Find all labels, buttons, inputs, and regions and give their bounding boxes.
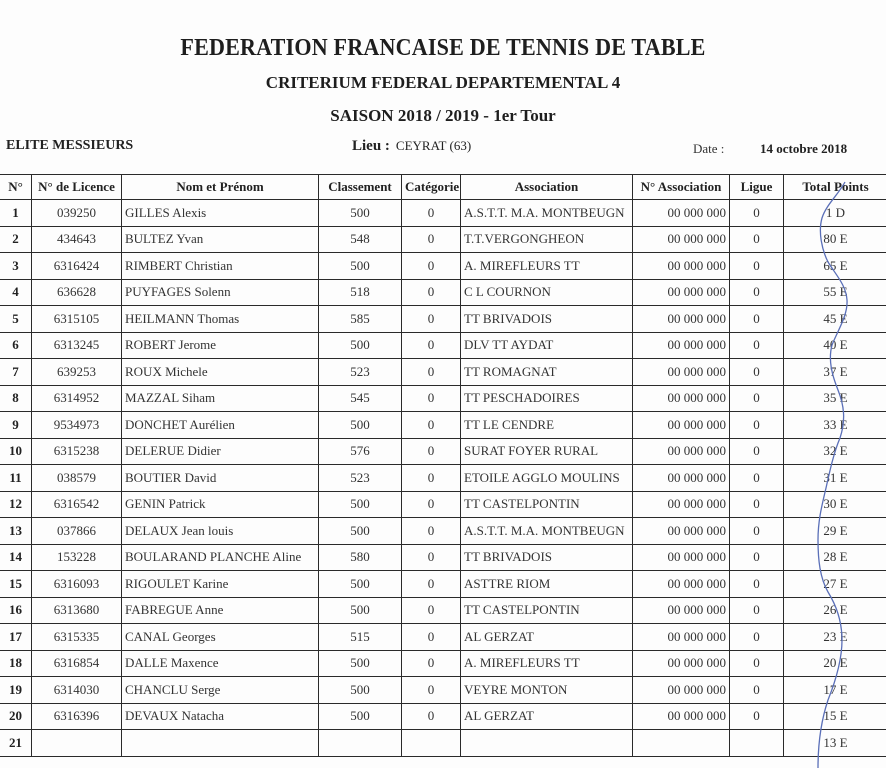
table-header-row (0, 175, 886, 200)
cell-ligue: 0 (730, 465, 784, 492)
cell-name: CHANCLU Serge (122, 677, 319, 704)
cell-no: 3 (0, 253, 32, 280)
cell-ligue: 0 (730, 677, 784, 704)
cell-association: TT CASTELPONTIN (461, 597, 633, 624)
cell-no-association: 00 000 000 (633, 518, 730, 545)
cell-no-association: 00 000 000 (633, 465, 730, 492)
table-row (0, 385, 886, 412)
table-row (0, 465, 886, 492)
cell-licence: 434643 (32, 226, 122, 253)
cell-no: 19 (0, 677, 32, 704)
cell-categorie: 0 (402, 359, 461, 386)
cell-classement: 500 (319, 412, 402, 439)
cell-no-association (633, 730, 730, 757)
cell-no: 17 (0, 624, 32, 651)
col-header-name: Nom et Prénom (122, 175, 319, 200)
cell-association: ASTTRE RIOM (461, 571, 633, 598)
cell-name: DELAUX Jean louis (122, 518, 319, 545)
venue-label: Lieu : (352, 138, 390, 154)
table-row (0, 518, 886, 545)
cell-classement: 500 (319, 650, 402, 677)
cell-ligue: 0 (730, 597, 784, 624)
cell-total-points: 27 E (784, 571, 886, 598)
cell-ligue: 0 (730, 306, 784, 333)
table-row (0, 730, 886, 757)
cell-total-points: 26 E (784, 597, 886, 624)
cell-name: GENIN Patrick (122, 491, 319, 518)
cell-total-points: 23 E (784, 624, 886, 651)
cell-no-association: 00 000 000 (633, 332, 730, 359)
cell-no: 5 (0, 306, 32, 333)
cell-no: 16 (0, 597, 32, 624)
cell-name: RIMBERT Christian (122, 253, 319, 280)
cell-classement (319, 730, 402, 757)
cell-classement: 523 (319, 465, 402, 492)
cell-categorie: 0 (402, 412, 461, 439)
table-body (0, 200, 886, 757)
cell-classement: 545 (319, 385, 402, 412)
table-row (0, 226, 886, 253)
col-header-no-association: N° Association (633, 175, 730, 200)
date-label: Date : (693, 141, 725, 156)
cell-ligue: 0 (730, 624, 784, 651)
cell-licence: 636628 (32, 279, 122, 306)
col-header-total-points: Total Points (784, 175, 886, 200)
cell-name: GILLES Alexis (122, 200, 319, 227)
cell-name (122, 730, 319, 757)
cell-total-points: 1 D (784, 200, 886, 227)
cell-licence: 6316093 (32, 571, 122, 598)
cell-no: 10 (0, 438, 32, 465)
cell-no-association: 00 000 000 (633, 438, 730, 465)
cell-categorie: 0 (402, 279, 461, 306)
cell-name: ROBERT Jerome (122, 332, 319, 359)
cell-total-points: 30 E (784, 491, 886, 518)
cell-classement: 580 (319, 544, 402, 571)
cell-no-association: 00 000 000 (633, 226, 730, 253)
cell-licence: 6313680 (32, 597, 122, 624)
cell-no: 15 (0, 571, 32, 598)
cell-classement: 515 (319, 624, 402, 651)
col-header-no: N° (0, 175, 32, 200)
cell-classement: 500 (319, 200, 402, 227)
cell-no-association: 00 000 000 (633, 703, 730, 730)
col-header-categorie: Catégorie (402, 175, 461, 200)
cell-no: 11 (0, 465, 32, 492)
cell-categorie: 0 (402, 465, 461, 492)
cell-categorie: 0 (402, 226, 461, 253)
cell-classement: 523 (319, 359, 402, 386)
col-header-association: Association (461, 175, 633, 200)
cell-name: DALLE Maxence (122, 650, 319, 677)
cell-total-points: 29 E (784, 518, 886, 545)
cell-association: A.S.T.T. M.A. MONTBEUGN (461, 518, 633, 545)
cell-no: 18 (0, 650, 32, 677)
cell-no: 20 (0, 703, 32, 730)
cell-classement: 500 (319, 571, 402, 598)
cell-no: 13 (0, 518, 32, 545)
cell-ligue: 0 (730, 412, 784, 439)
cell-association: C L COURNON (461, 279, 633, 306)
cell-association: A. MIREFLEURS TT (461, 650, 633, 677)
table-row (0, 624, 886, 651)
cell-association: AL GERZAT (461, 624, 633, 651)
cell-no-association: 00 000 000 (633, 412, 730, 439)
cell-ligue: 0 (730, 253, 784, 280)
table-row (0, 650, 886, 677)
cell-licence: 037866 (32, 518, 122, 545)
season-title: SAISON 2018 / 2019 - 1er Tour (330, 106, 556, 125)
competition-title: CRITERIUM FEDERAL DEPARTEMENTAL 4 (265, 73, 621, 92)
cell-licence: 9534973 (32, 412, 122, 439)
cell-name: BOULARAND PLANCHE Aline (122, 544, 319, 571)
cell-no-association: 00 000 000 (633, 200, 730, 227)
cell-categorie: 0 (402, 597, 461, 624)
cell-classement: 500 (319, 677, 402, 704)
table-row (0, 597, 886, 624)
cell-categorie: 0 (402, 571, 461, 598)
cell-association: ETOILE AGGLO MOULINS (461, 465, 633, 492)
table-row (0, 306, 886, 333)
cell-no-association: 00 000 000 (633, 359, 730, 386)
cell-total-points: 80 E (784, 226, 886, 253)
cell-name: ROUX Michele (122, 359, 319, 386)
cell-classement: 500 (319, 332, 402, 359)
cell-no-association: 00 000 000 (633, 306, 730, 333)
cell-ligue: 0 (730, 544, 784, 571)
cell-ligue: 0 (730, 491, 784, 518)
cell-total-points: 15 E (784, 703, 886, 730)
cell-classement: 518 (319, 279, 402, 306)
cell-total-points: 28 E (784, 544, 886, 571)
cell-ligue: 0 (730, 332, 784, 359)
table-row (0, 200, 886, 227)
cell-licence: 6314952 (32, 385, 122, 412)
cell-classement: 500 (319, 518, 402, 545)
cell-name: DEVAUX Natacha (122, 703, 319, 730)
cell-no: 1 (0, 200, 32, 227)
cell-no-association: 00 000 000 (633, 544, 730, 571)
cell-licence: 6316854 (32, 650, 122, 677)
table-row (0, 332, 886, 359)
cell-classement: 500 (319, 253, 402, 280)
cell-name: MAZZAL Siham (122, 385, 319, 412)
results-table (0, 174, 886, 757)
col-header-ligue: Ligue (730, 175, 784, 200)
cell-no-association: 00 000 000 (633, 279, 730, 306)
cell-association: TT CASTELPONTIN (461, 491, 633, 518)
cell-name: BOUTIER David (122, 465, 319, 492)
cell-categorie: 0 (402, 438, 461, 465)
cell-categorie: 0 (402, 624, 461, 651)
cell-ligue: 0 (730, 650, 784, 677)
table-row (0, 544, 886, 571)
cell-total-points: 20 E (784, 650, 886, 677)
cell-total-points: 31 E (784, 465, 886, 492)
cell-total-points: 45 E (784, 306, 886, 333)
cell-association (461, 730, 633, 757)
cell-total-points: 35 E (784, 385, 886, 412)
cell-name: BULTEZ Yvan (122, 226, 319, 253)
cell-name: DELERUE Didier (122, 438, 319, 465)
cell-ligue: 0 (730, 385, 784, 412)
cell-association: VEYRE MONTON (461, 677, 633, 704)
cell-no: 8 (0, 385, 32, 412)
cell-categorie: 0 (402, 650, 461, 677)
table-row (0, 438, 886, 465)
cell-categorie (402, 730, 461, 757)
cell-association: TT PESCHADOIRES (461, 385, 633, 412)
cell-name: RIGOULET Karine (122, 571, 319, 598)
cell-licence: 6314030 (32, 677, 122, 704)
cell-total-points: 32 E (784, 438, 886, 465)
cell-no-association: 00 000 000 (633, 597, 730, 624)
cell-name: FABREGUE Anne (122, 597, 319, 624)
federation-title: FEDERATION FRANCAISE DE TENNIS DE TABLE (180, 35, 706, 61)
cell-licence: 639253 (32, 359, 122, 386)
table-row (0, 571, 886, 598)
cell-association: TT BRIVADOIS (461, 306, 633, 333)
cell-total-points: 40 E (784, 332, 886, 359)
cell-licence: 6316542 (32, 491, 122, 518)
cell-categorie: 0 (402, 200, 461, 227)
cell-total-points: 33 E (784, 412, 886, 439)
cell-categorie: 0 (402, 544, 461, 571)
cell-total-points: 65 E (784, 253, 886, 280)
cell-association: TT BRIVADOIS (461, 544, 633, 571)
cell-total-points: 17 E (784, 677, 886, 704)
table-row (0, 279, 886, 306)
cell-ligue: 0 (730, 438, 784, 465)
cell-no-association: 00 000 000 (633, 385, 730, 412)
table-row (0, 359, 886, 386)
cell-total-points: 37 E (784, 359, 886, 386)
cell-association: TT ROMAGNAT (461, 359, 633, 386)
col-header-classement: Classement (319, 175, 402, 200)
cell-licence: 6316396 (32, 703, 122, 730)
cell-no-association: 00 000 000 (633, 650, 730, 677)
cell-categorie: 0 (402, 677, 461, 704)
date-value: 14 octobre 2018 (760, 141, 848, 156)
cell-name: CANAL Georges (122, 624, 319, 651)
cell-categorie: 0 (402, 306, 461, 333)
cell-categorie: 0 (402, 518, 461, 545)
cell-no: 4 (0, 279, 32, 306)
category-label: ELITE MESSIEURS (6, 138, 134, 153)
cell-licence: 6315105 (32, 306, 122, 333)
cell-no: 12 (0, 491, 32, 518)
venue-value: CEYRAT (63) (395, 138, 472, 153)
cell-no: 7 (0, 359, 32, 386)
cell-association: T.T.VERGONGHEON (461, 226, 633, 253)
venue (352, 138, 471, 155)
cell-licence (32, 730, 122, 757)
cell-association: DLV TT AYDAT (461, 332, 633, 359)
cell-no-association: 00 000 000 (633, 491, 730, 518)
cell-ligue: 0 (730, 571, 784, 598)
cell-no: 2 (0, 226, 32, 253)
cell-association: AL GERZAT (461, 703, 633, 730)
cell-ligue: 0 (730, 703, 784, 730)
cell-licence: 6315238 (32, 438, 122, 465)
table-row (0, 491, 886, 518)
cell-no-association: 00 000 000 (633, 624, 730, 651)
cell-association: A.S.T.T. M.A. MONTBEUGN (461, 200, 633, 227)
table-row (0, 703, 886, 730)
cell-licence: 6316424 (32, 253, 122, 280)
col-header-licence: N° de Licence (32, 175, 122, 200)
cell-no: 6 (0, 332, 32, 359)
cell-name: HEILMANN Thomas (122, 306, 319, 333)
table-row (0, 677, 886, 704)
cell-name: PUYFAGES Solenn (122, 279, 319, 306)
cell-ligue (730, 730, 784, 757)
cell-no: 21 (0, 730, 32, 757)
cell-categorie: 0 (402, 491, 461, 518)
cell-no-association: 00 000 000 (633, 253, 730, 280)
cell-classement: 500 (319, 703, 402, 730)
cell-licence: 153228 (32, 544, 122, 571)
table-row (0, 412, 886, 439)
cell-categorie: 0 (402, 332, 461, 359)
cell-categorie: 0 (402, 253, 461, 280)
cell-licence: 6315335 (32, 624, 122, 651)
cell-no: 9 (0, 412, 32, 439)
cell-licence: 6313245 (32, 332, 122, 359)
table-row (0, 253, 886, 280)
cell-association: A. MIREFLEURS TT (461, 253, 633, 280)
cell-ligue: 0 (730, 279, 784, 306)
cell-classement: 585 (319, 306, 402, 333)
cell-ligue: 0 (730, 200, 784, 227)
cell-association: TT LE CENDRE (461, 412, 633, 439)
cell-licence: 039250 (32, 200, 122, 227)
cell-ligue: 0 (730, 359, 784, 386)
cell-classement: 548 (319, 226, 402, 253)
cell-classement: 500 (319, 491, 402, 518)
cell-licence: 038579 (32, 465, 122, 492)
cell-classement: 500 (319, 597, 402, 624)
cell-association: SURAT FOYER RURAL (461, 438, 633, 465)
cell-total-points: 55 E (784, 279, 886, 306)
cell-total-points: 13 E (784, 730, 886, 757)
cell-ligue: 0 (730, 226, 784, 253)
cell-name: DONCHET Aurélien (122, 412, 319, 439)
cell-categorie: 0 (402, 385, 461, 412)
cell-ligue: 0 (730, 518, 784, 545)
cell-no-association: 00 000 000 (633, 571, 730, 598)
cell-categorie: 0 (402, 703, 461, 730)
cell-classement: 576 (319, 438, 402, 465)
cell-no: 14 (0, 544, 32, 571)
cell-no-association: 00 000 000 (633, 677, 730, 704)
